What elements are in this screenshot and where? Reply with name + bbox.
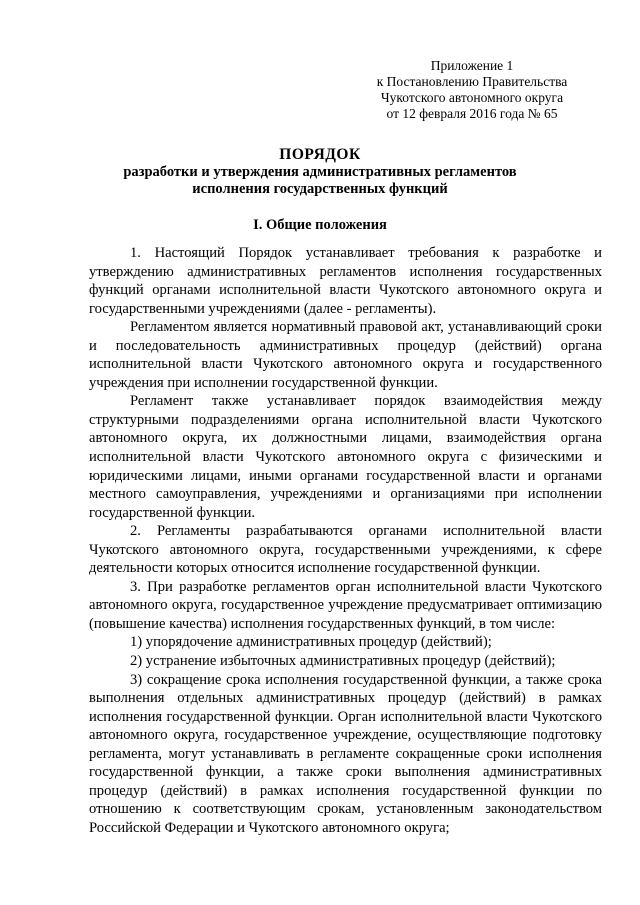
paragraph: 1) упорядочение административных процедур (действий); bbox=[130, 634, 492, 651]
title-line-2: разработки и утверждения административных регламентов bbox=[123, 164, 517, 180]
appendix-line-2: к Постановлению Правительства bbox=[376, 74, 568, 89]
document-title bbox=[0, 146, 640, 198]
paragraph: Регламентом является нормативный правовой акт, устанавливающий сроки и последовательность административных процедур (действий) органа исполнительной власти Чукотского автономного округа и государственного учреждения при исполнении государственной функции. bbox=[89, 319, 602, 391]
title-line-3: исполнения государственных функций bbox=[192, 181, 448, 197]
appendix-header bbox=[342, 58, 602, 122]
paragraph: 2. Регламенты разрабатываются органами исполнительной власти Чукотского автономного округа, государственными учреждениями, к сфере деятельности которых относится исполнение государственной функции. bbox=[89, 523, 602, 577]
paragraph: 3) сокращение срока исполнения государственной функции, а также срока выполнения отдельных административных процедур (действий) в рамках исполнения государственной функции. Орган исполнительной власти Чукотского автономного округа, государственное учреждение, осуществляющие подготовку регламента, могут устанавливать в регламенте сокращенные сроки исполнения государственной функции, а также сроки выполнения административных процедур (действий) в рамках исполнения государственной функции по отношению к соответствующим срокам, установленным законодательством Российской Федерации и Чукотского автономного округа; bbox=[89, 671, 602, 836]
paragraph: 3. При разработке регламентов орган исполнительной власти Чукотского автономного округа, государственное учреждение предусматривает оптимизацию (повышение качества) исполнения государственных функций, в том числе: bbox=[89, 578, 602, 632]
document-body bbox=[89, 244, 602, 838]
paragraph: 2) устранение избыточных административных процедур (действий); bbox=[130, 653, 556, 670]
paragraph: Регламент также устанавливает порядок взаимодействия между структурными подразделениями органа исполнительной власти Чукотского автономного округа, их должностными лицами, взаимодействия органа исполнительной власти Чукотского автономного округа с физическими и юридическими лицами, иными органами государственной власти и органами местного самоуправления, учреждениями и организациями при исполнении государственной функции. bbox=[89, 393, 602, 521]
paragraph: 1. Настоящий Порядок устанавливает требования к разработке и утверждению административных регламентов исполнения государственных функций органами исполнительной власти Чукотского автономного округа и государственными учреждениями (далее - регламенты). bbox=[89, 245, 602, 317]
appendix-line-4: от 12 февраля 2016 года № 65 bbox=[386, 106, 558, 121]
section-heading: I. Общие положения bbox=[253, 217, 387, 233]
title-main: ПОРЯДОК bbox=[279, 146, 361, 163]
appendix-line-3: Чукотского автономного округа bbox=[380, 90, 564, 105]
appendix-line-1: Приложение 1 bbox=[430, 58, 514, 73]
